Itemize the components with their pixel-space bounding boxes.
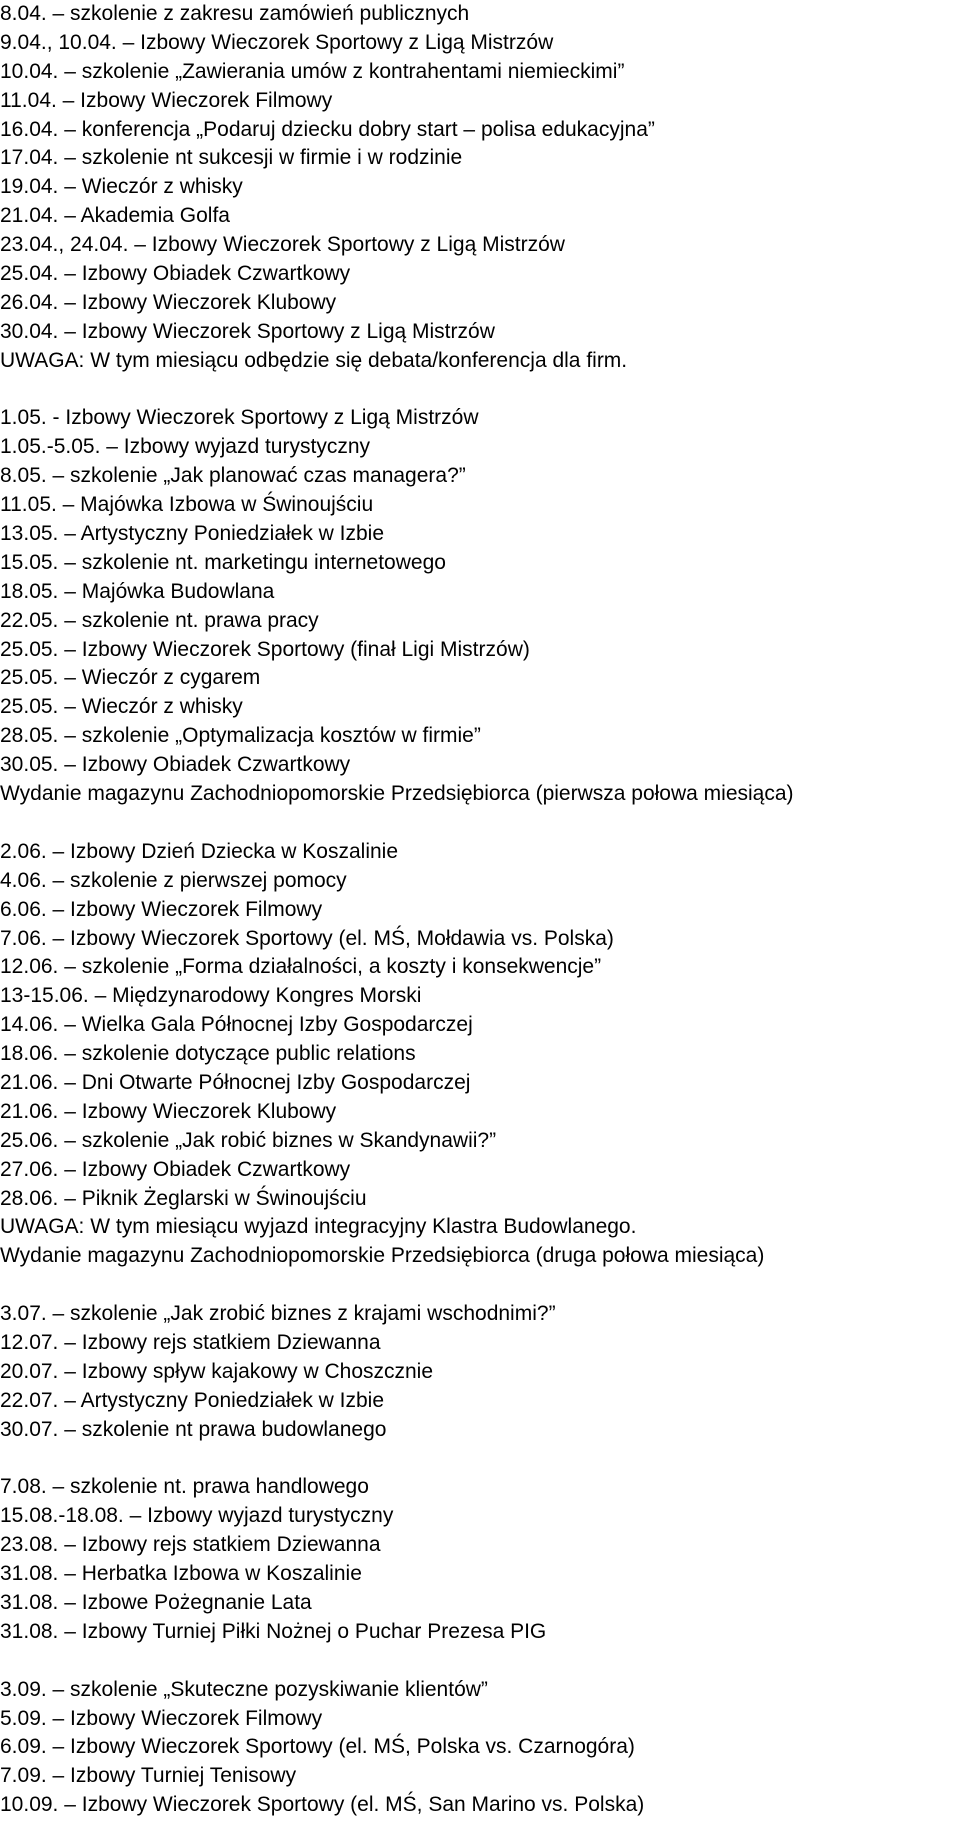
notice-line: Wydanie magazynu Zachodniopomorskie Przedsiębiorca (pierwsza połowa miesiąca) <box>0 782 794 806</box>
event-line: 27.06. – Izbowy Obiadek Czwartkowy <box>0 1157 351 1181</box>
block-spacer <box>0 1271 960 1300</box>
month-block-may <box>0 404 960 808</box>
event-line: 2.06. – Izbowy Dzień Dziecka w Koszalinie <box>0 839 399 863</box>
event-line: 11.04. – Izbowy Wieczorek Filmowy <box>0 88 333 112</box>
month-block-august <box>0 1473 960 1646</box>
event-line: 4.06. – szkolenie z pierwszej pomocy <box>0 868 347 892</box>
event-line: 17.04. – szkolenie nt sukcesji w firmie i w rodzinie <box>0 146 463 170</box>
event-line: 23.04., 24.04. – Izbowy Wieczorek Sportowy z Ligą Mistrzów <box>0 233 565 257</box>
block-spacer <box>0 1647 960 1676</box>
event-line: 15.08.-18.08. – Izbowy wyjazd turystyczny <box>0 1504 394 1528</box>
event-line: 7.08. – szkolenie nt. prawa handlowego <box>0 1475 369 1499</box>
event-line: 18.06. – szkolenie dotyczące public relations <box>0 1042 416 1066</box>
month-block-september <box>0 1676 960 1820</box>
event-line: 30.05. – Izbowy Obiadek Czwartkowy <box>0 753 351 777</box>
event-line: 28.05. – szkolenie „Optymalizacja kosztów w firmie” <box>0 724 481 748</box>
event-line: 25.06. – szkolenie „Jak robić biznes w Skandynawii?” <box>0 1128 497 1152</box>
notice-line: UWAGA: W tym miesiącu wyjazd integracyjny Klastra Budowlanego. <box>0 1215 637 1239</box>
block-spacer <box>0 376 960 405</box>
event-line: 7.06. – Izbowy Wieczorek Sportowy (el. MŚ, Mołdawia vs. Polska) <box>0 926 614 950</box>
event-line: 5.09. – Izbowy Wieczorek Filmowy <box>0 1706 323 1730</box>
event-line: 21.04. – Akademia Golfa <box>0 204 230 228</box>
event-line: 25.05. – Wieczór z whisky <box>0 695 243 719</box>
event-line: 6.06. – Izbowy Wieczorek Filmowy <box>0 897 323 921</box>
block-spacer <box>0 1445 960 1474</box>
event-line: 19.04. – Wieczór z whisky <box>0 175 243 199</box>
event-line: 14.06. – Wielka Gala Północnej Izby Gospodarczej <box>0 1013 473 1037</box>
notice-line: Wydanie magazynu Zachodniopomorskie Przedsiębiorca (druga połowa miesiąca) <box>0 1244 765 1268</box>
event-line: 7.09. – Izbowy Turniej Tenisowy <box>0 1764 297 1788</box>
event-line: 31.08. – Izbowe Pożegnanie Lata <box>0 1590 312 1614</box>
event-line: 21.06. – Dni Otwarte Północnej Izby Gospodarczej <box>0 1070 471 1094</box>
event-line: 3.09. – szkolenie „Skuteczne pozyskiwanie klientów” <box>0 1677 488 1701</box>
event-line: 13-15.06. – Międzynarodowy Kongres Morski <box>0 984 422 1008</box>
event-line: 1.05. - Izbowy Wieczorek Sportowy z Ligą Mistrzów <box>0 406 479 430</box>
event-line: 30.04. – Izbowy Wieczorek Sportowy z Ligą Mistrzów <box>0 319 495 343</box>
month-block-june <box>0 838 960 1271</box>
event-line: 20.07. – Izbowy spływ kajakowy w Choszcznie <box>0 1359 434 1383</box>
event-line: 25.05. – Wieczór z cygarem <box>0 666 261 690</box>
event-line: 3.07. – szkolenie „Jak zrobić biznes z krajami wschodnimi?” <box>0 1302 556 1326</box>
event-line: 15.05. – szkolenie nt. marketingu internetowego <box>0 550 446 574</box>
month-block-april <box>0 0 960 376</box>
event-line: 28.06. – Piknik Żeglarski w Świnoujściu <box>0 1186 367 1210</box>
event-line: 22.05. – szkolenie nt. prawa pracy <box>0 608 319 632</box>
month-block-july <box>0 1300 960 1444</box>
event-line: 21.06. – Izbowy Wieczorek Klubowy <box>0 1099 337 1123</box>
event-line: 10.09. – Izbowy Wieczorek Sportowy (el. MŚ, San Marino vs. Polska) <box>0 1793 645 1817</box>
event-line: 26.04. – Izbowy Wieczorek Klubowy <box>0 290 337 314</box>
event-line: 23.08. – Izbowy rejs statkiem Dziewanna <box>0 1533 381 1557</box>
event-line: 18.05. – Majówka Budowlana <box>0 579 275 603</box>
event-line: 8.04. – szkolenie z zakresu zamówień publicznych <box>0 2 470 25</box>
event-line: 9.04., 10.04. – Izbowy Wieczorek Sportowy z Ligą Mistrzów <box>0 30 554 54</box>
event-line: 12.07. – Izbowy rejs statkiem Dziewanna <box>0 1330 381 1354</box>
event-line: 25.04. – Izbowy Obiadek Czwartkowy <box>0 262 351 286</box>
event-line: 8.05. – szkolenie „Jak planować czas managera?” <box>0 464 466 488</box>
event-line: 12.06. – szkolenie „Forma działalności, a koszty i konsekwencje” <box>0 955 602 979</box>
event-line: 10.04. – szkolenie „Zawierania umów z kontrahentami niemieckimi” <box>0 59 625 83</box>
event-line: 1.05.-5.05. – Izbowy wyjazd turystyczny <box>0 435 370 459</box>
event-line: 31.08. – Izbowy Turniej Piłki Nożnej o Puchar Prezesa PIG <box>0 1619 547 1643</box>
event-line: 31.08. – Herbatka Izbowa w Koszalinie <box>0 1562 362 1586</box>
event-line: 25.05. – Izbowy Wieczorek Sportowy (finał Ligi Mistrzów) <box>0 637 530 661</box>
block-spacer <box>0 809 960 838</box>
event-line: 13.05. – Artystyczny Poniedziałek w Izbie <box>0 522 385 546</box>
event-line: 11.05. – Majówka Izbowa w Świnoujściu <box>0 493 374 517</box>
notice-line: UWAGA: W tym miesiącu odbędzie się debata/konferencja dla firm. <box>0 348 628 372</box>
event-line: 30.07. – szkolenie nt prawa budowlanego <box>0 1417 387 1441</box>
event-line: 6.09. – Izbowy Wieczorek Sportowy (el. MŚ, Polska vs. Czarnogóra) <box>0 1735 635 1759</box>
event-line: 22.07. – Artystyczny Poniedziałek w Izbie <box>0 1388 385 1412</box>
event-line: 16.04. – konferencja „Podaruj dziecku dobry start – polisa edukacyjna” <box>0 117 655 141</box>
